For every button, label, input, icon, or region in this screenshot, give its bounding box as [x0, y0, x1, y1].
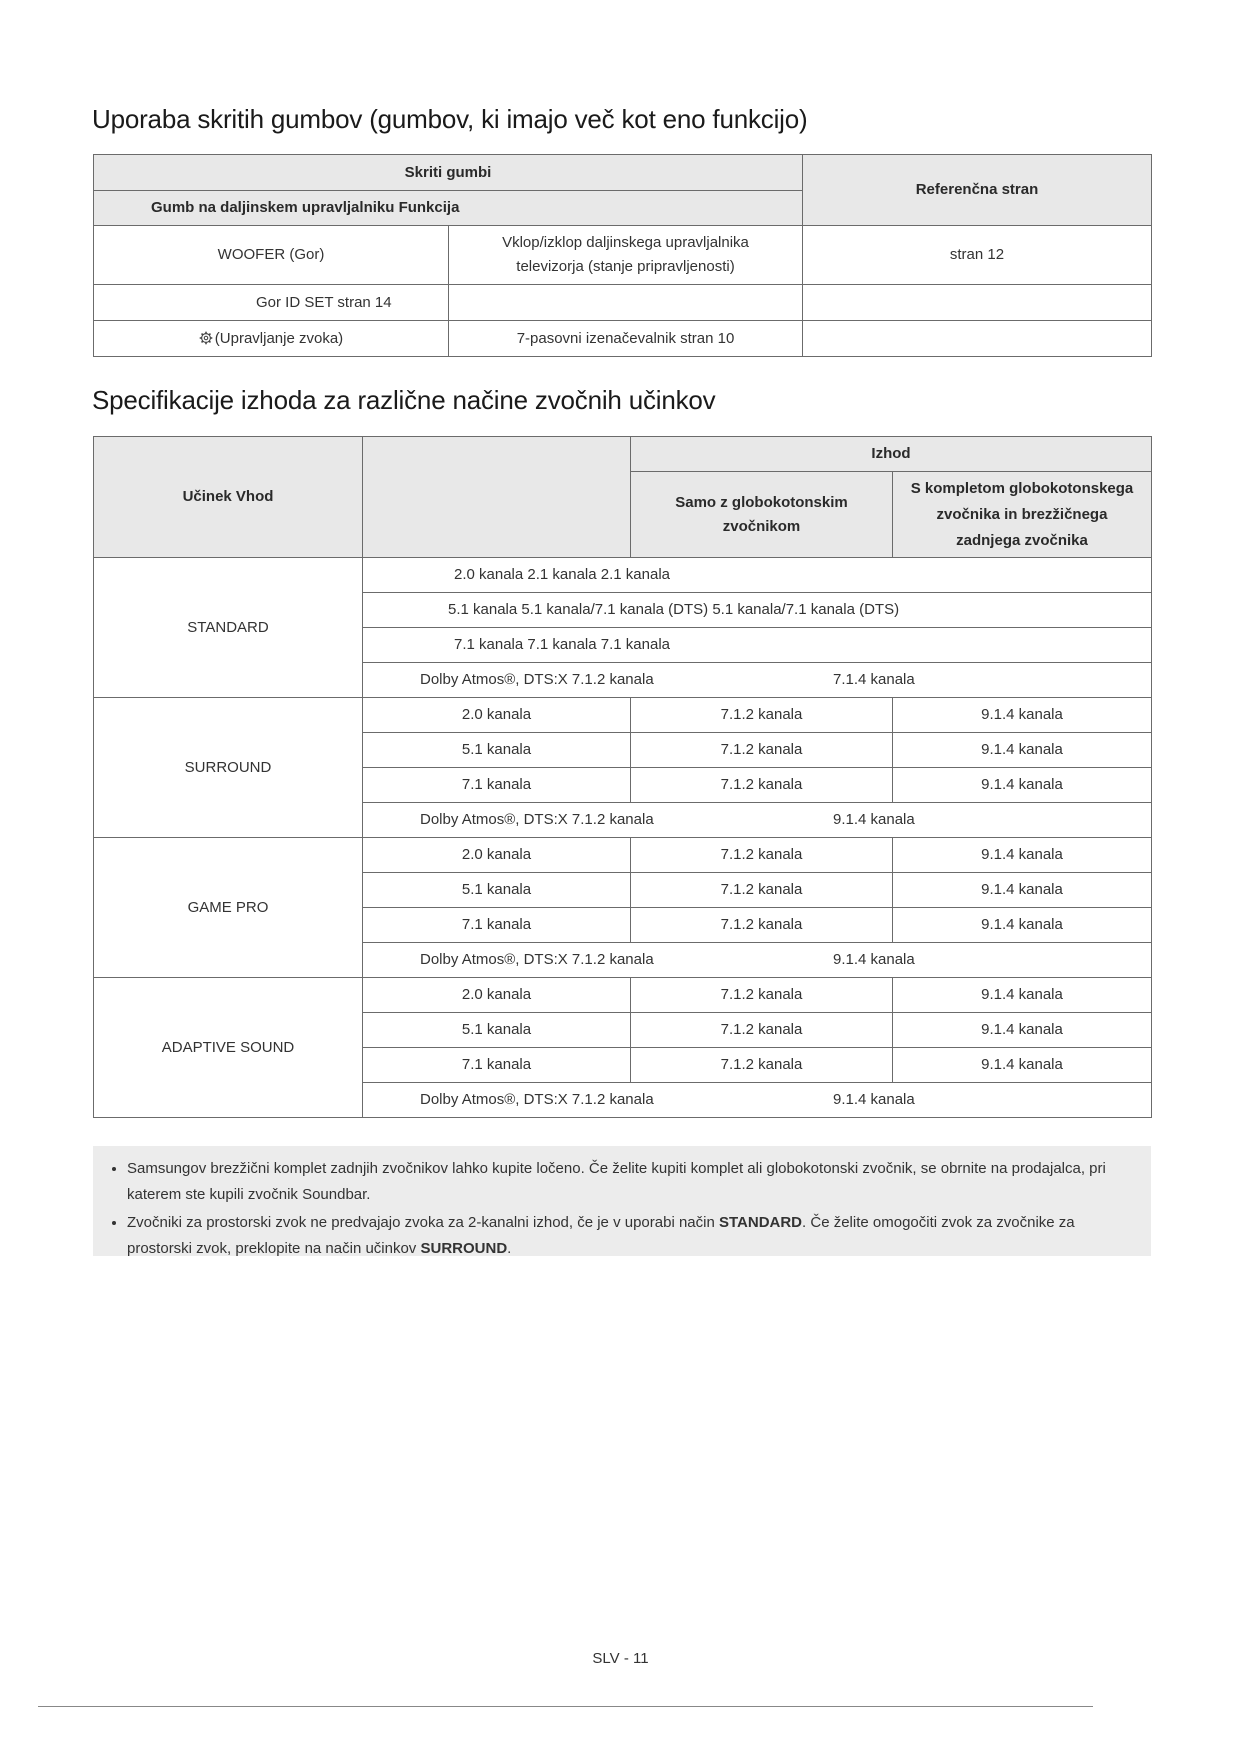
note-item: • Zvočniki za prostorski zvok ne predvajajo zvoka za 2-kanalni izhod, če je v uporabi način STANDARD. Če želite omogočiti zvok za zvočnike za prostorski zvok, preklopite na način učinkov SURROUND. [127, 1210, 1137, 1262]
merged-row-cell [363, 558, 1152, 593]
row-text: Dolby Atmos®, DTS:X 7.1.2 kanala [420, 1091, 654, 1108]
full-set-output-cell: 9.1.4 kanala [893, 768, 1152, 803]
cell-ref: stran 12 [803, 226, 1152, 285]
output-spec-table [93, 436, 1152, 1118]
merged-row-cell [363, 593, 1152, 628]
cell-button: Gor ID SET stran 14 [94, 285, 449, 321]
row-text: 5.1 kanala 5.1 kanala/7.1 kanala (DTS) 5.1 kanala/7.1 kanala (DTS) [448, 601, 900, 618]
subwoofer-output-cell: 7.1.2 kanala [631, 978, 893, 1013]
row-text: Dolby Atmos®, DTS:X 7.1.2 kanala [420, 951, 654, 968]
cell-button: WOOFER (Gor) [94, 226, 449, 285]
full-set-output-cell: 9.1.4 kanala [893, 698, 1152, 733]
cell-function [449, 285, 803, 321]
footer-divider [38, 1706, 1093, 1707]
header-reference-page: Referenčna stran [803, 155, 1152, 226]
input-cell: 7.1 kanala [363, 908, 631, 943]
input-cell: 2.0 kanala [363, 978, 631, 1013]
merged-row-cell [363, 943, 1152, 978]
effect-name: SURROUND [94, 698, 363, 838]
subwoofer-output-cell: 7.1.2 kanala [631, 1048, 893, 1083]
cell-function: 7-pasovni izenačevalnik stran 10 [449, 321, 803, 357]
note-item: • Samsungov brezžični komplet zadnjih zvočnikov lahko kupite ločeno. Če želite kupiti komplet ali globokotonski zvočnik, se obrnite na prodajalca, pri katerem ste kupili zvočnik Soundbar. [127, 1156, 1137, 1208]
full-set-output-cell: 9.1.4 kanala [893, 1013, 1152, 1048]
row-text-2: 7.1.4 kanala [833, 671, 915, 688]
effect-name: ADAPTIVE SOUND [94, 978, 363, 1118]
subwoofer-output-cell: 7.1.2 kanala [631, 908, 893, 943]
header-subwoofer-rear: S kompletom globokotonskega zvočnika in brezžičnega zadnjega zvočnika [893, 472, 1152, 558]
notes-box [93, 1146, 1151, 1256]
row-text: 2.0 kanala 2.1 kanala 2.1 kanala [454, 566, 670, 583]
full-set-output-cell: 9.1.4 kanala [893, 838, 1152, 873]
input-cell: 7.1 kanala [363, 1048, 631, 1083]
merged-row-cell [363, 1083, 1152, 1118]
header-remote-button-function: Gumb na daljinskem upravljalniku Funkcija [94, 191, 803, 226]
row-text: 7.1 kanala 7.1 kanala 7.1 kanala [454, 636, 670, 653]
effect-name: STANDARD [94, 558, 363, 698]
input-cell: 2.0 kanala [363, 838, 631, 873]
full-set-output-cell: 9.1.4 kanala [893, 873, 1152, 908]
hidden-buttons-table [93, 154, 1152, 357]
row-text: Dolby Atmos®, DTS:X 7.1.2 kanala [420, 811, 654, 828]
merged-row-cell [363, 803, 1152, 838]
subwoofer-output-cell: 7.1.2 kanala [631, 698, 893, 733]
subwoofer-output-cell: 7.1.2 kanala [631, 733, 893, 768]
header-input-blank [363, 437, 631, 558]
cell-ref [803, 321, 1152, 357]
merged-row-cell [363, 663, 1152, 698]
input-cell: 5.1 kanala [363, 733, 631, 768]
gear-icon [199, 331, 213, 345]
subwoofer-output-cell: 7.1.2 kanala [631, 838, 893, 873]
header-output: Izhod [631, 437, 1152, 472]
row-text-2: 9.1.4 kanala [833, 811, 915, 828]
header-effect-input: Učinek Vhod [94, 437, 363, 558]
section2-title: Specifikacije izhoda za različne načine zvočnih učinkov [92, 385, 716, 415]
input-cell: 7.1 kanala [363, 768, 631, 803]
header-subwoofer-only: Samo z globokotonskim zvočnikom [631, 472, 893, 558]
full-set-output-cell: 9.1.4 kanala [893, 908, 1152, 943]
full-set-output-cell: 9.1.4 kanala [893, 1048, 1152, 1083]
row-text-2: 9.1.4 kanala [833, 1091, 915, 1108]
section1-title: Uporaba skritih gumbov (gumbov, ki imajo več kot eno funkcijo) [92, 104, 808, 134]
full-set-output-cell: 9.1.4 kanala [893, 733, 1152, 768]
cell-ref [803, 285, 1152, 321]
input-cell: 2.0 kanala [363, 698, 631, 733]
effect-name: GAME PRO [94, 838, 363, 978]
input-cell: 5.1 kanala [363, 873, 631, 908]
header-hidden-buttons: Skriti gumbi [94, 155, 803, 191]
cell-button: (Upravljanje zvoka) [94, 321, 449, 357]
subwoofer-output-cell: 7.1.2 kanala [631, 873, 893, 908]
merged-row-cell [363, 628, 1152, 663]
input-cell: 5.1 kanala [363, 1013, 631, 1048]
row-text-2: 9.1.4 kanala [833, 951, 915, 968]
row-text: Dolby Atmos®, DTS:X 7.1.2 kanala [420, 671, 654, 688]
full-set-output-cell: 9.1.4 kanala [893, 978, 1152, 1013]
subwoofer-output-cell: 7.1.2 kanala [631, 768, 893, 803]
cell-function: Vklop/izklop daljinskega upravljalnika televizorja (stanje pripravljenosti) [449, 226, 803, 285]
subwoofer-output-cell: 7.1.2 kanala [631, 1013, 893, 1048]
page-number: SLV - 11 [592, 1650, 649, 1667]
